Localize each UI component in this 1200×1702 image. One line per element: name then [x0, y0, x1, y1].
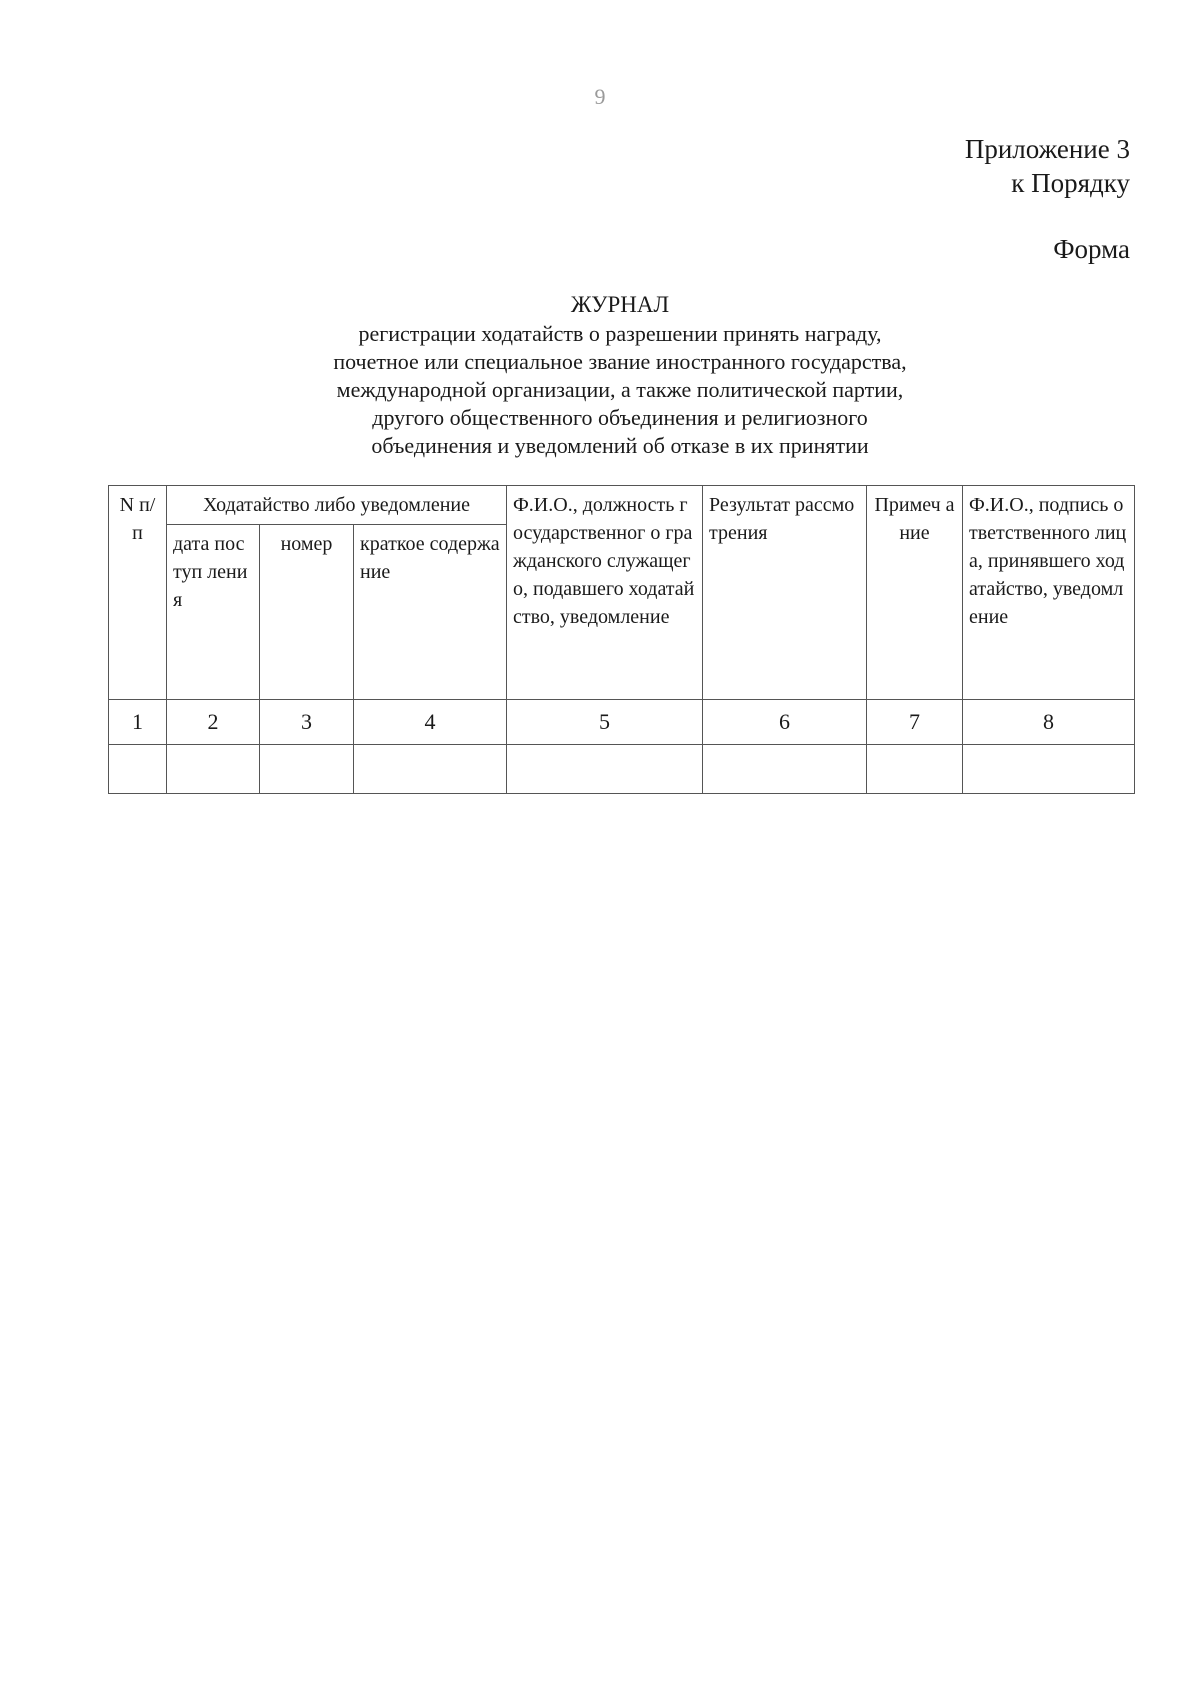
subtitle-line-4: другого общественного объединения и религиозного: [372, 405, 868, 430]
empty-data-row: [109, 745, 1135, 794]
column-number: 2: [167, 700, 260, 745]
column-number-row: [109, 700, 1135, 745]
journal-table: [108, 485, 1135, 794]
header-full-name-position: Ф.И.О., должность государственног о гражданского служащего, подавшего ходатайство, уведомление: [507, 486, 703, 700]
empty-cell: [109, 745, 167, 794]
header-registration-number: номер: [260, 525, 354, 700]
column-number: 7: [867, 700, 963, 745]
document-title-block: [200, 290, 1040, 460]
column-number: 3: [260, 700, 354, 745]
header-petition-group: Ходатайство либо уведомление: [167, 486, 507, 525]
column-number: 4: [354, 700, 507, 745]
empty-cell: [507, 745, 703, 794]
appendix-reference: [965, 132, 1130, 200]
column-number: 5: [507, 700, 703, 745]
empty-cell: [867, 745, 963, 794]
appendix-line-2: к Порядку: [1011, 168, 1130, 198]
appendix-line-1: Приложение 3: [964, 134, 1130, 164]
subtitle-line-2: почетное или специальное звание иностранного государства,: [333, 349, 907, 374]
header-responsible-person: Ф.И.О., подпись ответственного лица, принявшего ходатайство, уведомление: [963, 486, 1135, 700]
page-number: 9: [594, 84, 606, 109]
subtitle-line-1: регистрации ходатайств о разрешении принять награду,: [358, 321, 882, 346]
document-title: ЖУРНАЛ: [570, 292, 670, 317]
subtitle-line-3: международной организации, а также политической партии,: [336, 377, 904, 402]
header-receipt-date: дата поступ ления: [167, 525, 260, 700]
header-result: Результат рассмотрения: [703, 486, 867, 700]
column-number: 8: [963, 700, 1135, 745]
column-number: 1: [109, 700, 167, 745]
empty-cell: [963, 745, 1135, 794]
empty-cell: [354, 745, 507, 794]
header-number: N п/п: [109, 486, 167, 700]
empty-cell: [260, 745, 354, 794]
empty-cell: [167, 745, 260, 794]
header-summary: краткое содержание: [354, 525, 507, 700]
subtitle-line-5: объединения и уведомлений об отказе в их принятии: [371, 433, 869, 458]
column-number: 6: [703, 700, 867, 745]
form-label: Форма: [1053, 234, 1130, 264]
header-note: Примеч ание: [867, 486, 963, 700]
table-header-row-1: [109, 486, 1135, 525]
empty-cell: [703, 745, 867, 794]
